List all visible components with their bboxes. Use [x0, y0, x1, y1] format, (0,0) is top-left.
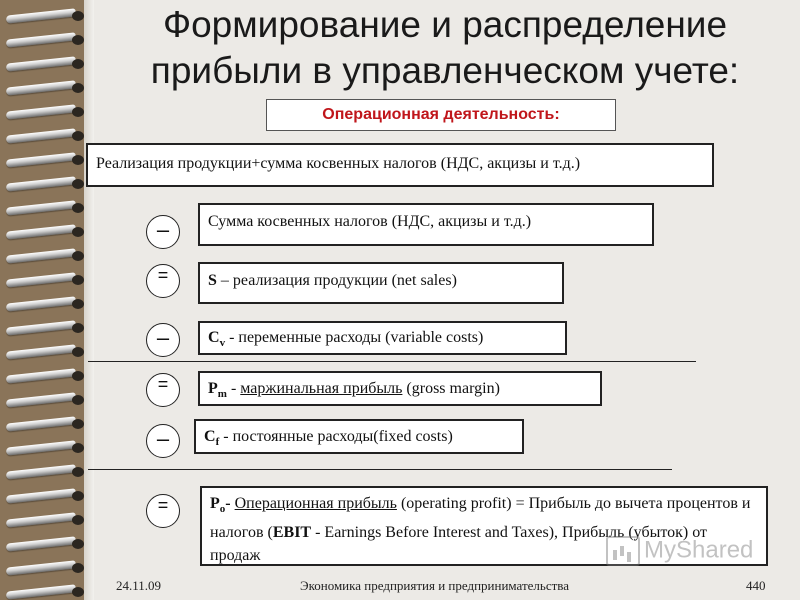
fixed-costs-box	[194, 419, 524, 454]
binding-coil	[6, 298, 90, 310]
gross-margin-symbol: $P_m$	[208, 380, 227, 401]
operating-profit-box: $P_o-$ Операционная прибыль (operating profit) = Прибыль до вычета процентов и налогов (EBIT - Earnings Before Interest and Taxes), Прибыль (убыток) от продаж	[200, 486, 768, 566]
watermark-logo: MyShared	[606, 536, 753, 570]
binding-coil	[6, 250, 90, 262]
revenue-box	[86, 143, 714, 187]
variable-costs-box	[198, 321, 567, 355]
net-sales-box	[198, 262, 564, 304]
divider-line	[88, 469, 672, 470]
minus-sign: –	[146, 424, 180, 458]
binding-coil	[6, 10, 90, 22]
ebit-label: EBIT	[272, 524, 312, 542]
divider-line	[88, 361, 696, 362]
operating-profit-term: Операционная прибыль	[234, 495, 397, 512]
minus-sign: –	[146, 323, 180, 357]
gross-margin-box: $P_m$ - маржинальная прибыль (gross margin)	[198, 371, 602, 406]
chart-icon	[606, 536, 640, 566]
minus-sign: –	[146, 215, 180, 249]
variable-costs-text: - переменные расходы (variable costs)	[225, 329, 484, 346]
gross-margin-text: (gross margin)	[402, 380, 500, 397]
binding-coil	[6, 562, 90, 574]
revenue-text: Реализация продукции+сумма косвенных налогов (НДС, акцизы и т.д.)	[96, 155, 581, 172]
binding-coil	[6, 178, 90, 190]
binding-coil	[6, 154, 90, 166]
binding-coil	[6, 418, 90, 430]
binding-coil	[6, 106, 90, 118]
indirect-taxes-box	[198, 203, 654, 246]
equals-sign: =	[146, 264, 180, 298]
fixed-costs-text: - постоянные расходы(fixed costs)	[219, 428, 453, 445]
binding-coil	[6, 34, 90, 46]
footer-title: Экономика предприятия и предпринимательства	[300, 578, 570, 593]
binding-coil	[6, 538, 90, 550]
binding-coil	[6, 202, 90, 214]
binding-coil	[6, 442, 90, 454]
binding-coil	[6, 82, 90, 94]
slide-title: Формирование и распределение прибыли в управленческом учете:	[150, 4, 740, 91]
variable-costs-symbol: $C_v$	[208, 329, 226, 350]
binding-coil	[6, 490, 90, 502]
operating-profit-symbol: $P_o$	[210, 495, 226, 516]
binding-coil	[6, 58, 90, 70]
binding-coil	[6, 466, 90, 478]
binding-coil	[6, 274, 90, 286]
equals-sign: =	[146, 494, 180, 528]
section-header: Операционная деятельность:	[266, 99, 616, 131]
binding-coil	[6, 226, 90, 238]
binding-coil	[6, 586, 90, 598]
net-sales-symbol: S	[208, 272, 217, 289]
binding-coil	[6, 322, 90, 334]
equals-sign: =	[146, 373, 180, 407]
indirect-taxes-text: Сумма косвенных налогов (НДС, акцизы и т.д.)	[208, 213, 532, 230]
footer-date: 24.11.09	[116, 578, 162, 593]
binding-coil	[6, 130, 90, 142]
gross-margin-term: маржинальная прибыль	[240, 380, 403, 397]
binding-coil	[6, 346, 90, 358]
page-number: 440	[746, 578, 766, 593]
net-sales-text: – реализация продукции (net sales)	[216, 272, 457, 289]
binding-coil	[6, 370, 90, 382]
binding-coil	[6, 394, 90, 406]
binding-coil	[6, 514, 90, 526]
fixed-costs-symbol: $C_f$	[204, 428, 220, 449]
